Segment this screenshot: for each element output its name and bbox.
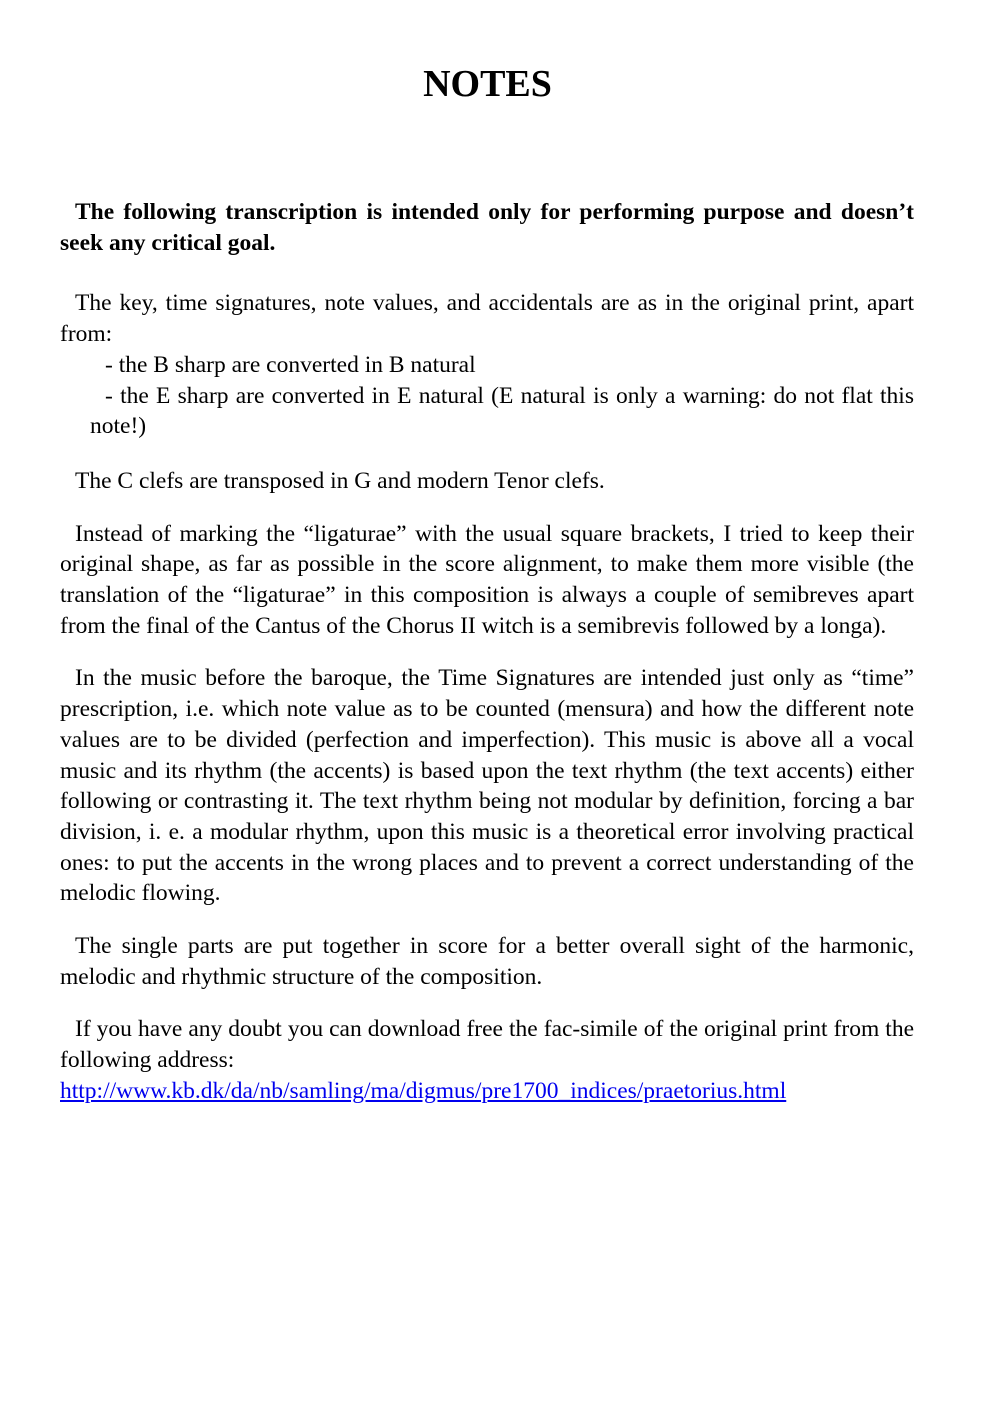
download-paragraph: If you have any doubt you can download free the fac-simile of the original print from the following address:	[60, 1016, 914, 1074]
ligaturae-paragraph: Instead of marking the “ligaturae” with the usual square brackets, I tried to keep their original shape, as far as possible in the score alignment, to make them more visible (the translation of the “ligaturae” in this composition is always a couple of semibreves apart from the final of the Cantus of the Chorus II witch is a semibrevis followed by a longa).	[60, 520, 914, 639]
notes-body	[60, 197, 914, 1106]
score-paragraph: The single parts are put together in score for a better overall sight of the harmonic, melodic and rhythmic structure of the composition.	[60, 933, 914, 990]
exceptions-list	[60, 350, 914, 442]
key-paragraph: The key, time signatures, note values, and accidentals are as in the original print, apart from:	[60, 290, 914, 348]
time-signatures-paragraph: In the music before the baroque, the Time Signatures are intended just only as “time” prescription, i.e. which note value as to be counted (mensura) and how the different note values are to be divided (perfection and imperfection). This music is above all a vocal music and its rhythm (the accents) is based upon the text rhythm (the text accents) either following or contrasting it. The text rhythm being not modular by definition, forcing a bar division, i. e. a modular rhythm, upon this music is a theoretical error involving practical ones: to put the accents in the wrong places and to prevent a correct understanding of the melodic flowing.	[60, 665, 914, 907]
list-item: - the B sharp are converted in B natural	[105, 351, 476, 378]
intro-paragraph: The following transcription is intended only for performing purpose and doesn’t seek any critical goal.	[60, 199, 914, 256]
facsimile-link[interactable]: http://www.kb.dk/da/nb/samling/ma/digmus/pre1700_indices/praetorius.html	[60, 1077, 787, 1104]
list-item: - the E sharp are converted in E natural (E natural is only a warning: do not flat this note!)	[90, 382, 914, 440]
clefs-paragraph: The C clefs are transposed in G and modern Tenor clefs.	[75, 467, 605, 494]
page-title: NOTES	[423, 63, 552, 105]
